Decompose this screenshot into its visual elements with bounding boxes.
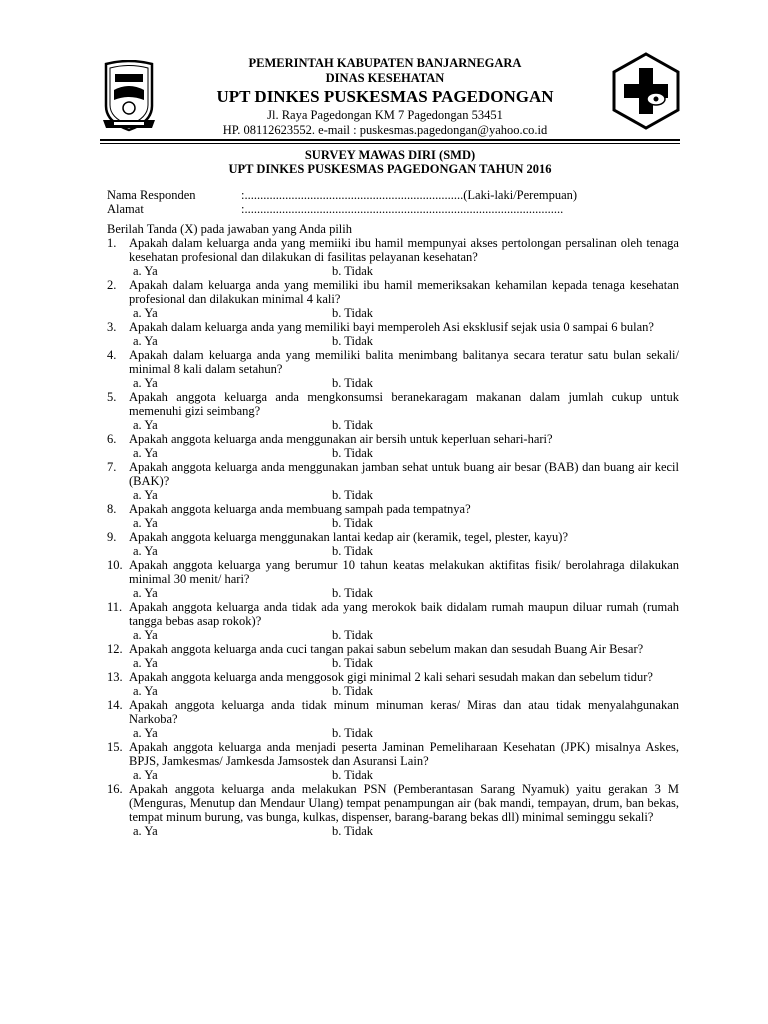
question-item <box>107 460 679 502</box>
question-row <box>107 390 679 418</box>
question-row <box>107 558 679 586</box>
respondent-name-field[interactable]: :......................................................................(Laki-laki/Perempuan) <box>241 188 578 202</box>
question-number: 11. <box>107 600 123 614</box>
answer-options <box>107 656 679 670</box>
question-text: Apakah anggota keluarga anda menggunakan air bersih untuk keperluan sehari-hari? <box>129 432 553 446</box>
answer-option-ya[interactable]: a. Ya <box>133 418 158 432</box>
question-number: 10. <box>107 558 123 572</box>
question-item <box>107 670 679 698</box>
question-number: 15. <box>107 740 123 754</box>
answer-options <box>107 488 679 502</box>
question-text: Apakah anggota keluarga anda tidak minum minuman keras/ Miras dan atau tidak menyalahgunakan Narkoba? <box>129 698 679 726</box>
question-number: 6. <box>107 432 117 446</box>
answer-options <box>107 544 679 558</box>
banjarnegara-regency-emblem-icon <box>100 60 158 132</box>
question-item <box>107 432 679 460</box>
letterhead-rule-thick <box>100 139 680 141</box>
question-text: Apakah dalam keluarga anda yang memiiki ibu hamil mempunyai akses pertolongan persalinan oleh tenaga kesehatan profesional dan dilakukan di fasilitas pelayanan kesehatan? <box>129 236 679 264</box>
question-number: 7. <box>107 460 117 474</box>
survey-title <box>100 148 680 176</box>
answer-option-tidak[interactable]: b. Tidak <box>332 446 373 460</box>
answer-option-tidak[interactable]: b. Tidak <box>332 768 373 782</box>
question-row <box>107 698 679 726</box>
answer-options <box>107 376 679 390</box>
question-text: Apakah anggota keluarga anda melakukan PSN (Pemberantasan Sarang Nyamuk) yaitu gerakan 3 M (Menguras, Menutup dan Mendaur Ulang) tempat penampungan air (bak mandi, tempayan, drum, ban bekas, tempat minum burung, vas bunga, kulkas, dispenser, barang-barang bekas dll) minimal seminggu sekali? <box>129 782 679 824</box>
answer-option-tidak[interactable]: b. Tidak <box>332 824 373 838</box>
answer-option-ya[interactable]: a. Ya <box>133 516 158 530</box>
question-item <box>107 642 679 670</box>
question-text: Apakah anggota keluarga yang berumur 10 tahun keatas melakukan aktifitas fisik/ berolahraga dilakukan minimal 30 menit/ hari? <box>129 558 679 586</box>
survey-title-line2: UPT DINKES PUSKESMAS PAGEDONGAN TAHUN 2016 <box>228 162 552 176</box>
question-number: 12. <box>107 642 123 656</box>
survey-title-line1: SURVEY MAWAS DIRI (SMD) <box>304 148 476 162</box>
answer-options <box>107 418 679 432</box>
answer-option-ya[interactable]: a. Ya <box>133 334 158 348</box>
letterhead-contact: HP. 08112623552. e-mail : puskesmas.pagedongan@yahoo.co.id <box>222 123 548 137</box>
question-number: 5. <box>107 390 117 404</box>
answer-options <box>107 628 679 642</box>
answer-option-tidak[interactable]: b. Tidak <box>332 264 373 278</box>
answer-options <box>107 824 679 838</box>
question-row <box>107 530 679 544</box>
answer-option-ya[interactable]: a. Ya <box>133 376 158 390</box>
letterhead <box>100 52 680 140</box>
letterhead-office: DINAS KESEHATAN <box>325 71 445 85</box>
answer-option-tidak[interactable]: b. Tidak <box>332 488 373 502</box>
question-item <box>107 782 679 838</box>
instruction-text: Berilah Tanda (X) pada jawaban yang Anda pilih <box>107 222 352 236</box>
question-row <box>107 348 679 376</box>
question-number: 4. <box>107 348 117 362</box>
question-item <box>107 348 679 390</box>
question-row <box>107 432 679 446</box>
answer-option-ya[interactable]: a. Ya <box>133 586 158 600</box>
answer-option-ya[interactable]: a. Ya <box>133 656 158 670</box>
answer-options <box>107 586 679 600</box>
question-text: Apakah anggota keluarga anda cuci tangan pakai sabun sebelum makan dan sesudah Buang Air Besar? <box>129 642 644 656</box>
respondent-name-label: Nama Responden <box>107 188 196 202</box>
question-number: 13. <box>107 670 123 684</box>
question-row <box>107 600 679 628</box>
answer-option-tidak[interactable]: b. Tidak <box>332 376 373 390</box>
question-item <box>107 698 679 740</box>
answer-options <box>107 516 679 530</box>
question-row <box>107 320 679 334</box>
answer-options <box>107 768 679 782</box>
answer-option-ya[interactable]: a. Ya <box>133 684 158 698</box>
question-number: 14. <box>107 698 123 712</box>
question-text: Apakah anggota keluarga anda menjadi peserta Jaminan Pemeliharaan Kesehatan (JPK) misalnya Askes, BPJS, Jamkesmas/ Jamkesda Jamsostek dan Asuransi Lain? <box>129 740 679 768</box>
answer-options <box>107 684 679 698</box>
question-text: Apakah anggota keluarga anda menggosok gigi minimal 2 kali sehari sesudah makan dan sebelum tidur? <box>129 670 653 684</box>
respondent-name-row <box>107 188 679 202</box>
question-row <box>107 740 679 768</box>
answer-option-tidak[interactable]: b. Tidak <box>332 726 373 740</box>
question-text: Apakah dalam keluarga anda yang memiliki bayi memperoleh Asi eksklusif sejak usia 0 sampai 6 bulan? <box>129 320 654 334</box>
question-number: 16. <box>107 782 123 796</box>
answer-options <box>107 334 679 348</box>
question-item <box>107 320 679 348</box>
answer-option-ya[interactable]: a. Ya <box>133 446 158 460</box>
answer-option-ya[interactable]: a. Ya <box>133 726 158 740</box>
question-text: Apakah anggota keluarga menggunakan lantai kedap air (keramik, tegel, plester, kayu)? <box>129 530 569 544</box>
question-item <box>107 236 679 278</box>
answer-option-ya[interactable]: a. Ya <box>133 544 158 558</box>
question-item <box>107 740 679 782</box>
answer-options <box>107 264 679 278</box>
answer-option-ya[interactable]: a. Ya <box>133 306 158 320</box>
answer-option-tidak[interactable]: b. Tidak <box>332 628 373 642</box>
puskesmas-logo-icon <box>612 52 680 130</box>
answer-options <box>107 446 679 460</box>
answer-option-ya[interactable]: a. Ya <box>133 264 158 278</box>
respondent-address-row <box>107 202 679 216</box>
question-row <box>107 670 679 684</box>
question-text: Apakah anggota keluarga anda tidak ada yang merokok baik didalam rumah maupun diluar rumah (rumah tangga bebas asap rokok)? <box>129 600 679 628</box>
question-row <box>107 782 679 824</box>
answer-option-tidak[interactable]: b. Tidak <box>332 334 373 348</box>
letterhead-rule-thin <box>100 143 680 144</box>
answer-option-tidak[interactable]: b. Tidak <box>332 586 373 600</box>
answer-option-tidak[interactable]: b. Tidak <box>332 656 373 670</box>
respondent-form <box>107 188 679 216</box>
answer-option-tidak[interactable]: b. Tidak <box>332 516 373 530</box>
answer-options <box>107 306 679 320</box>
question-item <box>107 530 679 558</box>
question-text: Apakah dalam keluarga anda yang memiliki ibu hamil memeriksakan kehamilan kepada tenaga kesehatan profesional dan dilakukan minimal 4 kali? <box>129 278 679 306</box>
question-text: Apakah dalam keluarga anda yang memiliki balita menimbang balitanya secara teratur satu bulan sekali/ minimal 8 kali dalam setahun? <box>129 348 679 376</box>
answer-option-tidak[interactable]: b. Tidak <box>332 684 373 698</box>
respondent-address-field[interactable]: :...................................................................................................... <box>241 202 564 216</box>
answer-option-ya[interactable]: a. Ya <box>133 488 158 502</box>
question-text: Apakah anggota keluarga anda mengkonsumsi beranekaragam makanan dalam jumlah cukup untuk memenuhi gizi seimbang? <box>129 390 679 418</box>
question-text: Apakah anggota keluarga anda menggunakan jamban sehat untuk buang air besar (BAB) dan buang air kecil (BAK)? <box>129 460 679 488</box>
question-item <box>107 390 679 432</box>
question-number: 1. <box>107 236 117 250</box>
answer-option-tidak[interactable]: b. Tidak <box>332 418 373 432</box>
question-row <box>107 236 679 264</box>
question-text: Apakah anggota keluarga anda membuang sampah pada tempatnya? <box>129 502 471 516</box>
question-row <box>107 278 679 306</box>
answer-option-tidak[interactable]: b. Tidak <box>332 544 373 558</box>
letterhead-government: PEMERINTAH KABUPATEN BANJARNEGARA <box>248 56 522 70</box>
letterhead-unit-name: UPT DINKES PUSKESMAS PAGEDONGAN <box>216 87 554 106</box>
answer-option-ya[interactable]: a. Ya <box>133 768 158 782</box>
question-row <box>107 460 679 488</box>
question-number: 3. <box>107 320 117 334</box>
answer-options <box>107 726 679 740</box>
question-item <box>107 558 679 600</box>
letterhead-address: Jl. Raya Pagedongan KM 7 Pagedongan 53451 <box>267 108 503 122</box>
question-number: 8. <box>107 502 117 516</box>
question-number: 2. <box>107 278 117 292</box>
question-number: 9. <box>107 530 117 544</box>
question-row <box>107 502 679 516</box>
question-item <box>107 502 679 530</box>
question-list <box>107 236 679 838</box>
answer-option-ya[interactable]: a. Ya <box>133 824 158 838</box>
answer-option-ya[interactable]: a. Ya <box>133 628 158 642</box>
question-item <box>107 278 679 320</box>
question-row <box>107 642 679 656</box>
respondent-address-label: Alamat <box>107 202 144 216</box>
question-item <box>107 600 679 642</box>
answer-option-tidak[interactable]: b. Tidak <box>332 306 373 320</box>
